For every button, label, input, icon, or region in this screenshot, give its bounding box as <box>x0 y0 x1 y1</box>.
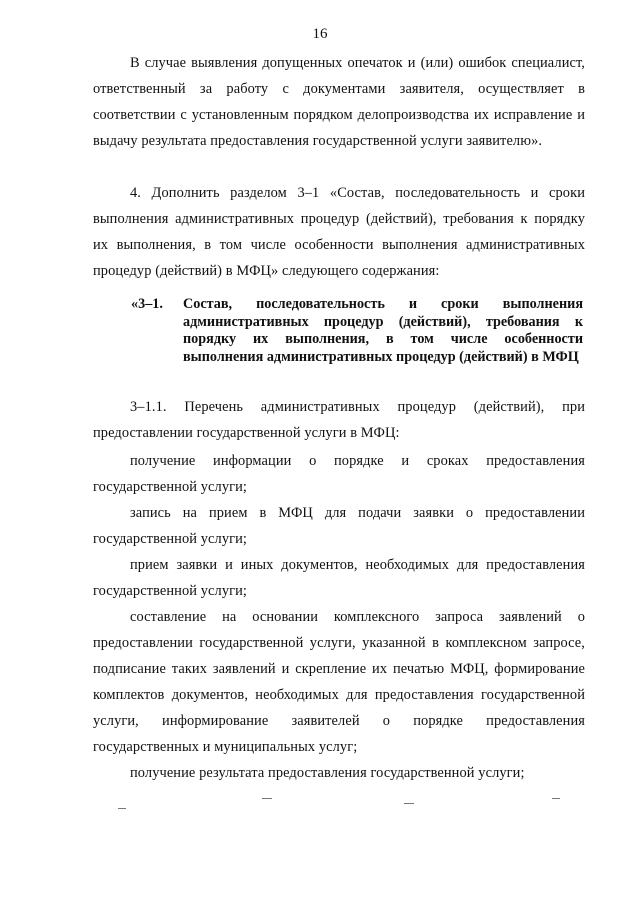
list-item: запись на прием в МФЦ для подачи заявки о предоставлении государственной услуги; <box>93 505 585 547</box>
scan-artifact <box>262 798 272 799</box>
paragraph-typo-correction: В случае выявления допущенных опечаток и (или) ошибок специалист, ответственный за работу с документами заявителя, осуществляет в соответствии с установленным порядком делопроизводства их исправление и выдачу результата предоставления государственной услуги заявителю». <box>93 55 585 149</box>
list-item: получение результата предоставления государственной услуги; <box>130 765 525 781</box>
section-heading <box>131 296 583 366</box>
scan-artifact <box>404 803 414 804</box>
section-intro: 3–1.1. Перечень административных процедур (действий), при предоставлении государственной услуги в МФЦ: <box>93 399 585 441</box>
section-heading-text: Состав, последовательность и сроки выполнения административных процедур (действий), требования к порядку их выполнения, в том числе особенности выполнения административных процедур (действий) в МФЦ <box>183 296 583 365</box>
paragraph-add-section: 4. Дополнить разделом 3–1 «Состав, последовательность и сроки выполнения административных процедур (действий), требования к порядку их выполнения, в том числе особенности выполнения административных процедур (действий) в МФЦ» следующего содержания: <box>93 185 585 279</box>
list-item: составление на основании комплексного запроса заявлений о предоставлении государственной услуги, указанной в комплексном запросе, подписание таких заявлений и скрепление их печатью МФЦ, формирование комплектов документов, необходимых для предоставления государственной услуги, информирование заявителей о порядке предоставления государственных и муниципальных услуг; <box>93 609 585 755</box>
scan-artifact <box>552 798 560 799</box>
page-number: 16 <box>312 26 328 42</box>
scan-artifact <box>118 808 126 809</box>
list-item: прием заявки и иных документов, необходимых для предоставления государственной услуги; <box>93 557 585 599</box>
section-heading-number: «3–1. <box>131 296 163 312</box>
list-item: получение информации о порядке и сроках предоставления государственной услуги; <box>93 453 585 495</box>
